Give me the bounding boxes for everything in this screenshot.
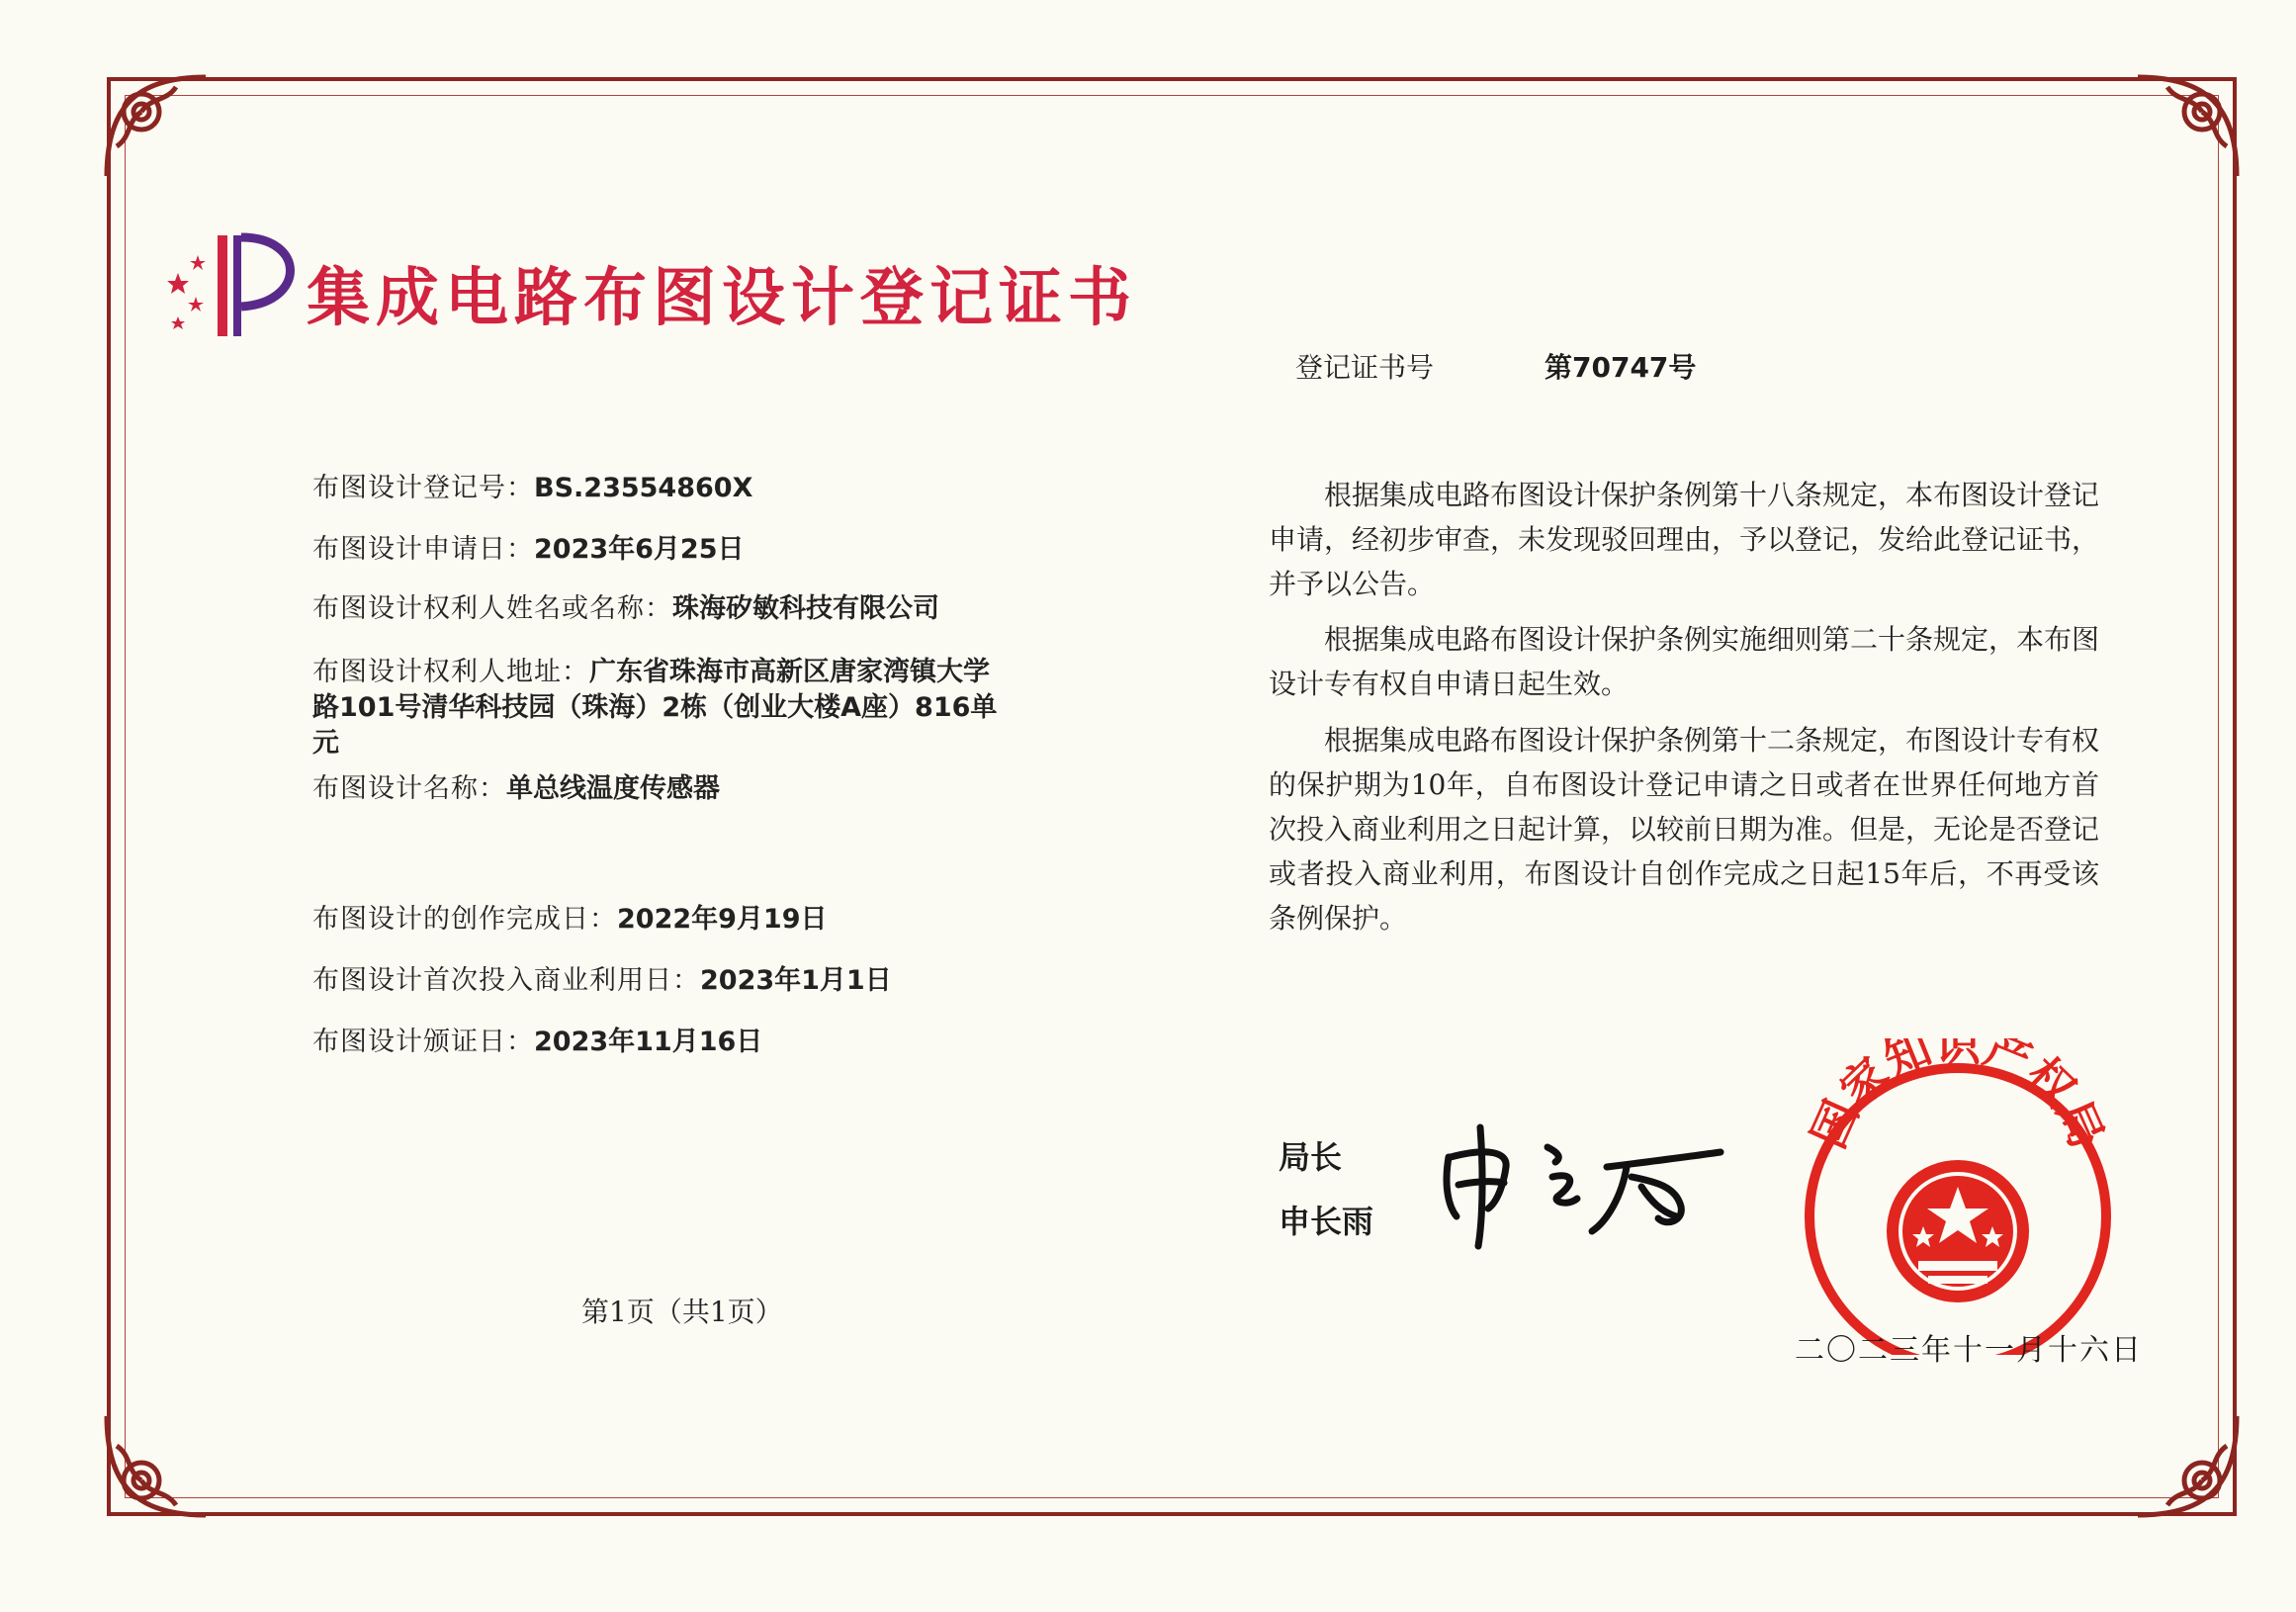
field-registration-no: [312, 471, 1005, 506]
field-issue-date: [312, 1025, 1005, 1060]
certificate-title: 集成电路布图设计登记证书: [307, 261, 1137, 335]
paragraph-article-20: 根据集成电路布图设计保护条例实施细则第二十条规定，本布图设计专有权自申请日起生效。: [1269, 623, 2100, 700]
paragraph-article-18: 根据集成电路布图设计保护条例第十八条规定，本布图设计登记申请，经初步审查，未发现驳回理由，予以登记，发给此登记证书，并予以公告。: [1269, 479, 2100, 600]
field-label: 布图设计权利人地址：: [312, 657, 589, 687]
corner-ornament-bottom-left: [97, 1406, 216, 1525]
page-indicator: 第1页（共1页）: [581, 1296, 783, 1328]
corner-ornament-top-right: [2128, 67, 2247, 186]
corner-ornament-top-left: [97, 67, 216, 186]
field-label: 布图设计的创作完成日：: [312, 904, 617, 935]
field-value: 2023年1月1日: [700, 965, 892, 996]
field-label: 布图设计权利人姓名或名称：: [312, 593, 672, 624]
seal-text: 国家知识产权局: [1801, 1038, 2115, 1156]
ip-logo-icon: [158, 225, 307, 348]
corner-ornament-bottom-right: [2128, 1406, 2247, 1525]
field-label: 布图设计名称：: [312, 773, 506, 804]
field-creation-date: [312, 902, 1005, 938]
field-commercial-use-date: [312, 963, 1005, 999]
field-label: 布图设计申请日：: [312, 534, 534, 565]
field-label: 布图设计首次投入商业利用日：: [312, 965, 700, 996]
official-seal: [1780, 1038, 2136, 1359]
field-design-name: [312, 771, 1005, 807]
paragraph-article-12: 根据集成电路布图设计保护条例第十二条规定，布图设计专有权的保护期为10年，自布图设计登记申请之日或者在世界任何地方首次投入商业利用之日起计算，以较前日期为准。但是，无论是否登记或者投入商业利用，布图设计自创作完成之日起15年后，不再受该条例保护。: [1269, 724, 2100, 935]
director-name: 申长雨: [1279, 1203, 1374, 1240]
field-value: 2023年11月16日: [534, 1027, 763, 1057]
field-application-date: [312, 532, 1005, 568]
svg-text:国家知识产权局: [1802, 1038, 2114, 1156]
issue-date: 二〇二三年十一月十六日: [1795, 1333, 2143, 1368]
field-right-holder: [312, 591, 1005, 627]
field-label: 布图设计颁证日：: [312, 1027, 534, 1057]
field-value: 单总线温度传感器: [506, 773, 720, 804]
field-holder-address: [312, 655, 1005, 761]
field-value: 2022年9月19日: [617, 904, 828, 935]
field-value: 2023年6月25日: [534, 534, 745, 565]
field-value: 广东省珠海市高新区唐家湾镇大学路101号清华科技园（珠海）2栋（创业大楼A座）816单元: [312, 657, 998, 759]
director-signature: [1429, 1108, 1735, 1260]
field-value: 珠海矽敏科技有限公司: [672, 593, 939, 624]
cert-number-label: 登记证书号: [1295, 351, 1435, 384]
field-label: 布图设计登记号：: [312, 473, 534, 503]
field-value: BS.23554860X: [534, 473, 753, 503]
cert-number-value: 第70747号: [1545, 351, 1697, 384]
director-title: 局长: [1279, 1138, 1343, 1176]
